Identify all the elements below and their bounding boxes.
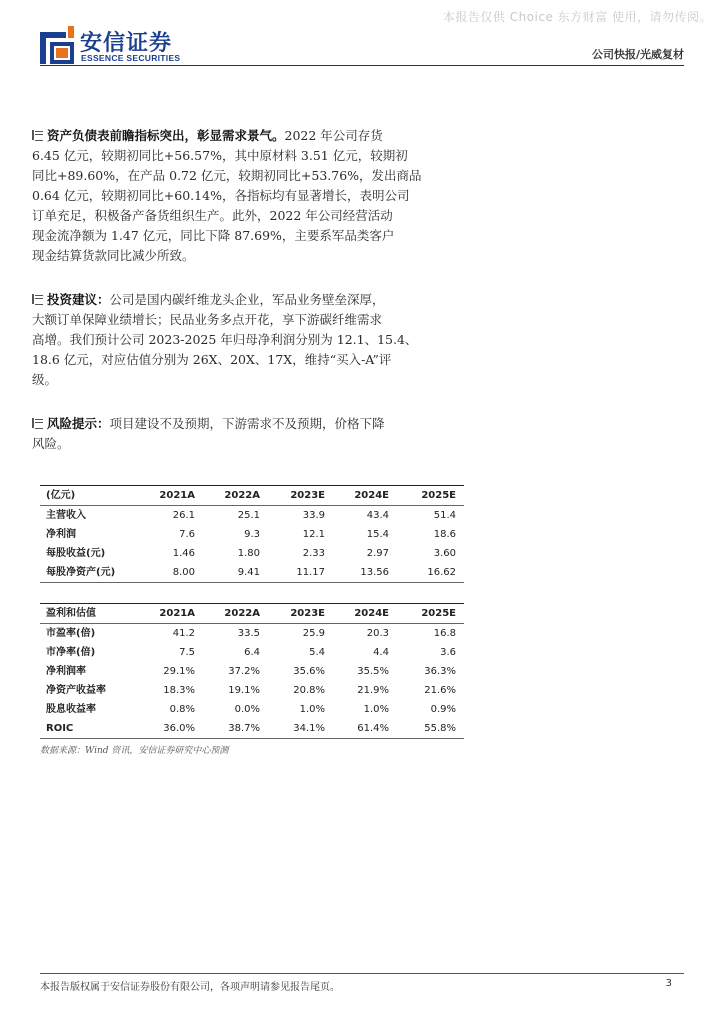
paragraph-title: 风险提示： bbox=[47, 416, 110, 431]
header-divider bbox=[40, 65, 684, 66]
table-header-row: 盈利和估值 2021A 2022A 2023E 2024E 2025E bbox=[46, 608, 456, 619]
watermark: 本报告仅供 Choice 东方财富 使用，请勿传阅。 bbox=[442, 10, 712, 24]
table-row: 股息收益率 0.8% 0.0% 1.0% 1.0% 0.9% bbox=[46, 704, 456, 715]
footer-divider bbox=[40, 973, 684, 974]
paragraph-title: 资产负债表前瞻指标突出，彰显需求景气。 bbox=[47, 128, 285, 143]
table-header-row: (亿元) 2021A 2022A 2023E 2024E 2025E bbox=[46, 490, 456, 501]
table-row: 净资产收益率 18.3% 19.1% 20.8% 21.9% 21.6% bbox=[46, 685, 456, 696]
logo-mark-icon bbox=[40, 26, 74, 64]
financial-summary-table bbox=[40, 485, 464, 583]
data-source-note: 数据来源：Wind 资讯，安信证券研究中心预测 bbox=[40, 746, 229, 756]
table-row: 主营收入 26.1 25.1 33.9 43.4 51.4 bbox=[46, 510, 456, 521]
paragraph-balance-sheet: 资产负债表前瞻指标突出，彰显需求景气。2022 年公司存货 6.45 亿元，较期初同比+56.57%，其中原材料 3.51 亿元，较期初 同比+89.60%，在产品 0.72 亿元，较期初同比+53.76%，发出商品 0.64 亿元，较期初同比+60.14%，各指标均有显著增长，表明公司 订单充足，积极备产备货组织生产。此外，2022 年公司经营活动 现金流净额为 1.47 亿元，同比下降 87.69%，主要系军品类客户 现金结算货款同比减少所致。 bbox=[32, 128, 422, 263]
valuation-table bbox=[40, 603, 464, 739]
table-row: 净利润率 29.1% 37.2% 35.6% 35.5% 36.3% bbox=[46, 666, 456, 677]
page-number: 3 bbox=[665, 978, 672, 989]
table-row: 净利润 7.6 9.3 12.1 15.4 18.6 bbox=[46, 529, 456, 540]
footer-disclaimer: 本报告版权属于安信证券股份有限公司，各项声明请参见报告尾页。 bbox=[40, 982, 340, 993]
table-row: ROIC 36.0% 38.7% 34.1% 61.4% 55.8% bbox=[46, 723, 456, 734]
bullet-icon bbox=[32, 417, 44, 429]
table-row: 市净率(倍) 7.5 6.4 5.4 4.4 3.6 bbox=[46, 647, 456, 658]
bullet-icon bbox=[32, 293, 44, 305]
paragraph-investment-advice: 投资建议：公司是国内碳纤维龙头企业，军品业务壁垒深厚， 大额订单保障业绩增长；民品业务多点开花，享下游碳纤维需求 高增。我们预计公司 2023-2025 年归母净利润分别为 12.1、15.4、 18.6 亿元，对应估值分别为 26X、20X、17X，维持“买入-A”评 级。 bbox=[32, 292, 418, 387]
table-row: 每股收益(元) 1.46 1.80 2.33 2.97 3.60 bbox=[46, 548, 456, 559]
report-type: 公司快报/光威复材 bbox=[591, 48, 684, 61]
paragraph-risk: 风险提示：项目建设不及预期，下游需求不及预期，价格下降 风险。 bbox=[32, 416, 385, 451]
paragraph-title: 投资建议： bbox=[47, 292, 110, 307]
company-logo bbox=[40, 26, 240, 66]
logo-name-en: ESSENCE SECURITIES bbox=[81, 53, 181, 63]
table-row: 每股净资产(元) 8.00 9.41 11.17 13.56 16.62 bbox=[46, 567, 456, 578]
bullet-icon bbox=[32, 129, 44, 141]
logo-name-cn: 安信证券 bbox=[80, 31, 173, 56]
table-row: 市盈率(倍) 41.2 33.5 25.9 20.3 16.8 bbox=[46, 628, 456, 639]
